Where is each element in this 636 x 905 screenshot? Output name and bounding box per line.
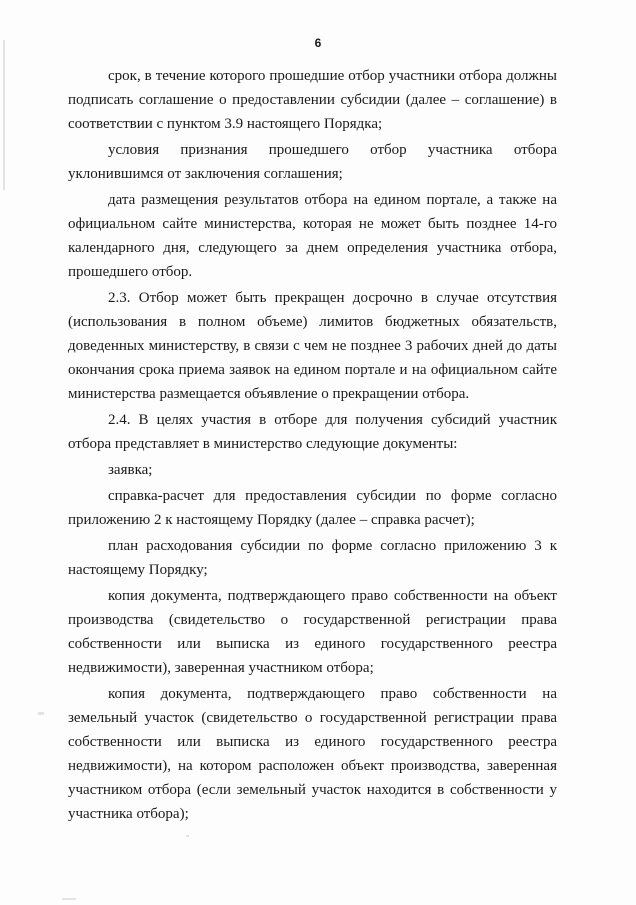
paragraph-2-4-documents: 2.4. В целях участия в отборе для получения субсидий участник отбора представляет в министерство следующие документы:: [68, 412, 557, 452]
list-item-application: заявка;: [108, 462, 153, 478]
scan-speck: [38, 712, 44, 715]
paragraph-2-3-early-termination: 2.3. Отбор может быть прекращен досрочно в случае отсутствия (использования в полном объеме) лимитов бюджетных обязательств, доведенных министерству, в связи с чем не позднее 3 рабочих дней до даты окончания срока приема заявок на едином портале и на официальном сайте министерства размещается объявление о прекращении отбора.: [68, 290, 557, 402]
list-item-spending-plan: план расходования субсидии по форме согласно приложению 3 к настоящему Порядку;: [68, 538, 557, 578]
list-item-property-ownership-copy: копия документа, подтверждающего право собственности на объект производства (свидетельство о государственной регистрации права собственности или выписка из единого государственного реестра недвижимости), заверенная участником отбора;: [68, 588, 557, 676]
list-item-calculation-certificate: справка-расчет для предоставления субсидии по форме согласно приложению 2 к настоящему Порядку (далее – справка расчет);: [68, 488, 557, 528]
paragraph-evasion-conditions: условия признания прошедшего отбор участника отбора уклонившимся от заключения соглашения;: [68, 142, 557, 182]
page-number: 6: [314, 36, 322, 50]
scan-speck: [62, 898, 76, 900]
scan-speck: [186, 835, 189, 837]
paragraph-signing-deadline: срок, в течение которого прошедшие отбор участники отбора должны подписать соглашение о предоставлении субсидии (далее – соглашение) в соответствии с пунктом 3.9 настоящего Порядка;: [68, 68, 557, 132]
document-body: [68, 64, 557, 826]
scan-edge-mark: [3, 40, 5, 190]
list-item-land-ownership-copy: копия документа, подтверждающего право собственности на земельный участок (свидетельство о государственной регистрации права собственности или выписка из единого государственного реестра недвижимости), на котором расположен объект производства, заверенная участником отбора (если земельный участок находится в собственности у участника отбора);: [68, 686, 557, 822]
paragraph-results-date: дата размещения результатов отбора на едином портале, а также на официальном сайте министерства, которая не может быть позднее 14-го календарного дня, следующего за днем определения участника отбора, прошедшего отбор.: [68, 192, 557, 280]
